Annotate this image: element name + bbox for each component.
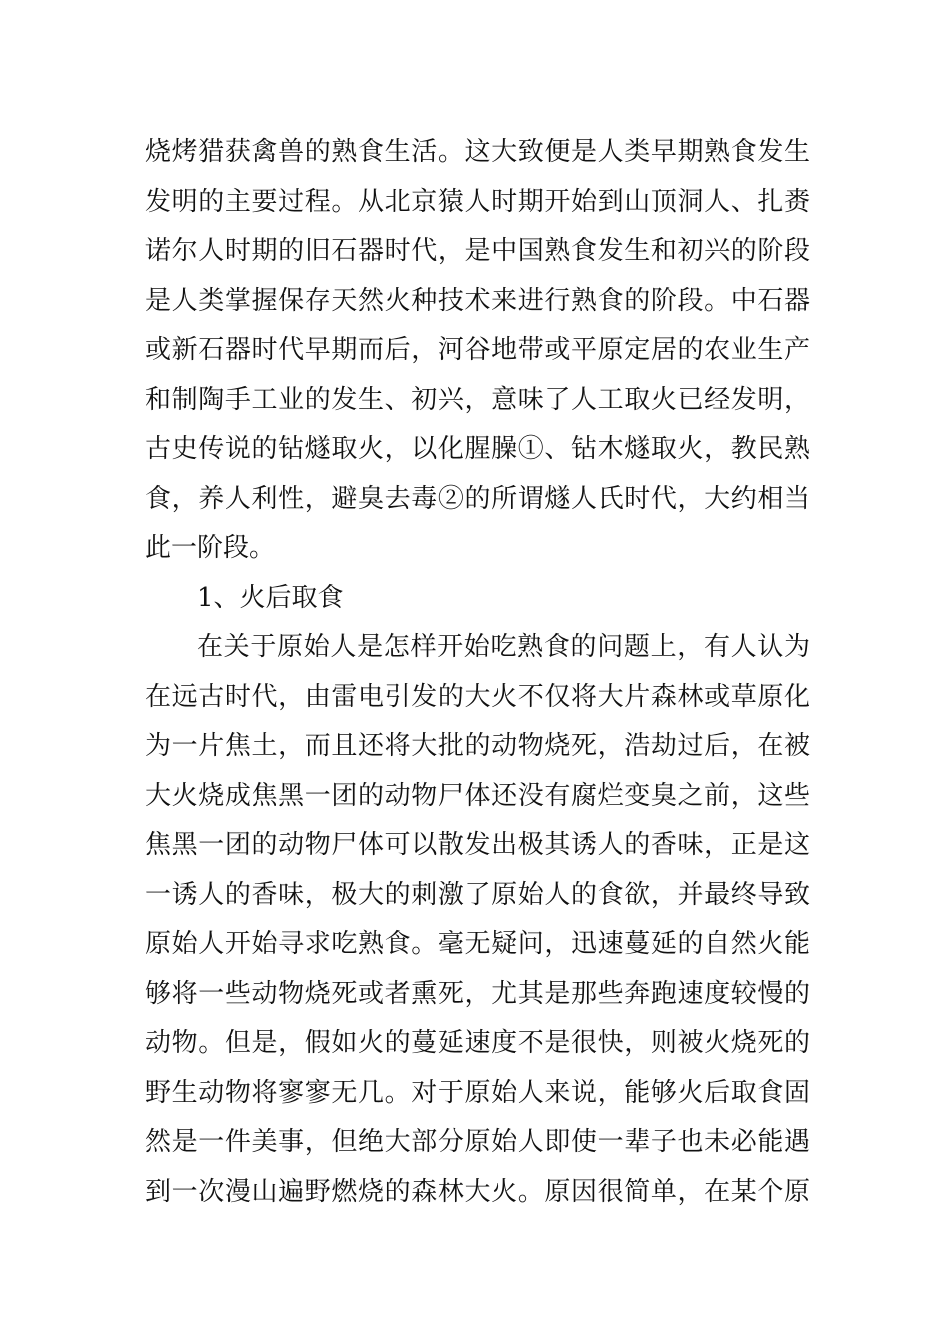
text-line: 焦黑一团的动物尸体可以散发出极其诱人的香味，正是这 [145,830,810,860]
text-line: 然是一件美事，但绝大部分原始人即使一辈子也未必能遇 [145,1127,810,1157]
text-line: 动物。但是，假如火的蔓延速度不是很快，则被火烧死的 [145,1028,810,1058]
text-line: 和制陶手工业的发生、初兴，意味了人工取火已经发明， [145,384,810,415]
text-line: 到一次漫山遍野燃烧的森林大火。原因很简单，在某个原 [145,1176,810,1207]
text-line: 大火烧成焦黑一团的动物尸体还没有腐烂变臭之前，这些 [145,780,810,811]
text-line: 原始人开始寻求吃熟食。毫无疑问，迅速蔓延的自然火能 [145,929,810,959]
text-line: 野生动物将寥寥无几。对于原始人来说，能够火后取食固 [145,1077,810,1108]
text-line: 是人类掌握保存天然火种技术来进行熟食的阶段。中石器 [145,285,810,316]
text-line: 发明的主要过程。从北京猿人时期开始到山顶洞人、扎赉 [145,186,810,217]
text-line: 为一片焦土，而且还将大批的动物烧死，浩劫过后，在被 [145,731,810,761]
body-text [145,128,810,1217]
text-line: 古史传说的钻燧取火，以化腥臊①、钻木燧取火，教民熟 [145,434,810,464]
text-line: 够将一些动物烧死或者熏死，尤其是那些奔跑速度较慢的 [145,978,810,1009]
text-line: 在远古时代，由雷电引发的大火不仅将大片森林或草原化 [145,681,810,712]
text-line: 或新石器时代早期而后，河谷地带或平原定居的农业生产 [145,335,810,365]
text-line: 此一阶段。 [145,533,276,563]
text-line: 烧烤猎获禽兽的熟食生活。这大致便是人类早期熟食发生 [145,137,810,167]
text-line: 一诱人的香味，极大的刺激了原始人的食欲，并最终导致 [145,879,810,910]
text-line: 诺尔人时期的旧石器时代，是中国熟食发生和初兴的阶段 [145,236,810,266]
text-line: 在关于原始人是怎样开始吃熟食的问题上，有人认为 [197,632,810,662]
section-heading: 1、火后取食 [197,582,344,613]
text-line: 食，养人利性，避臭去毒②的所谓燧人氏时代，大约相当 [145,483,810,514]
